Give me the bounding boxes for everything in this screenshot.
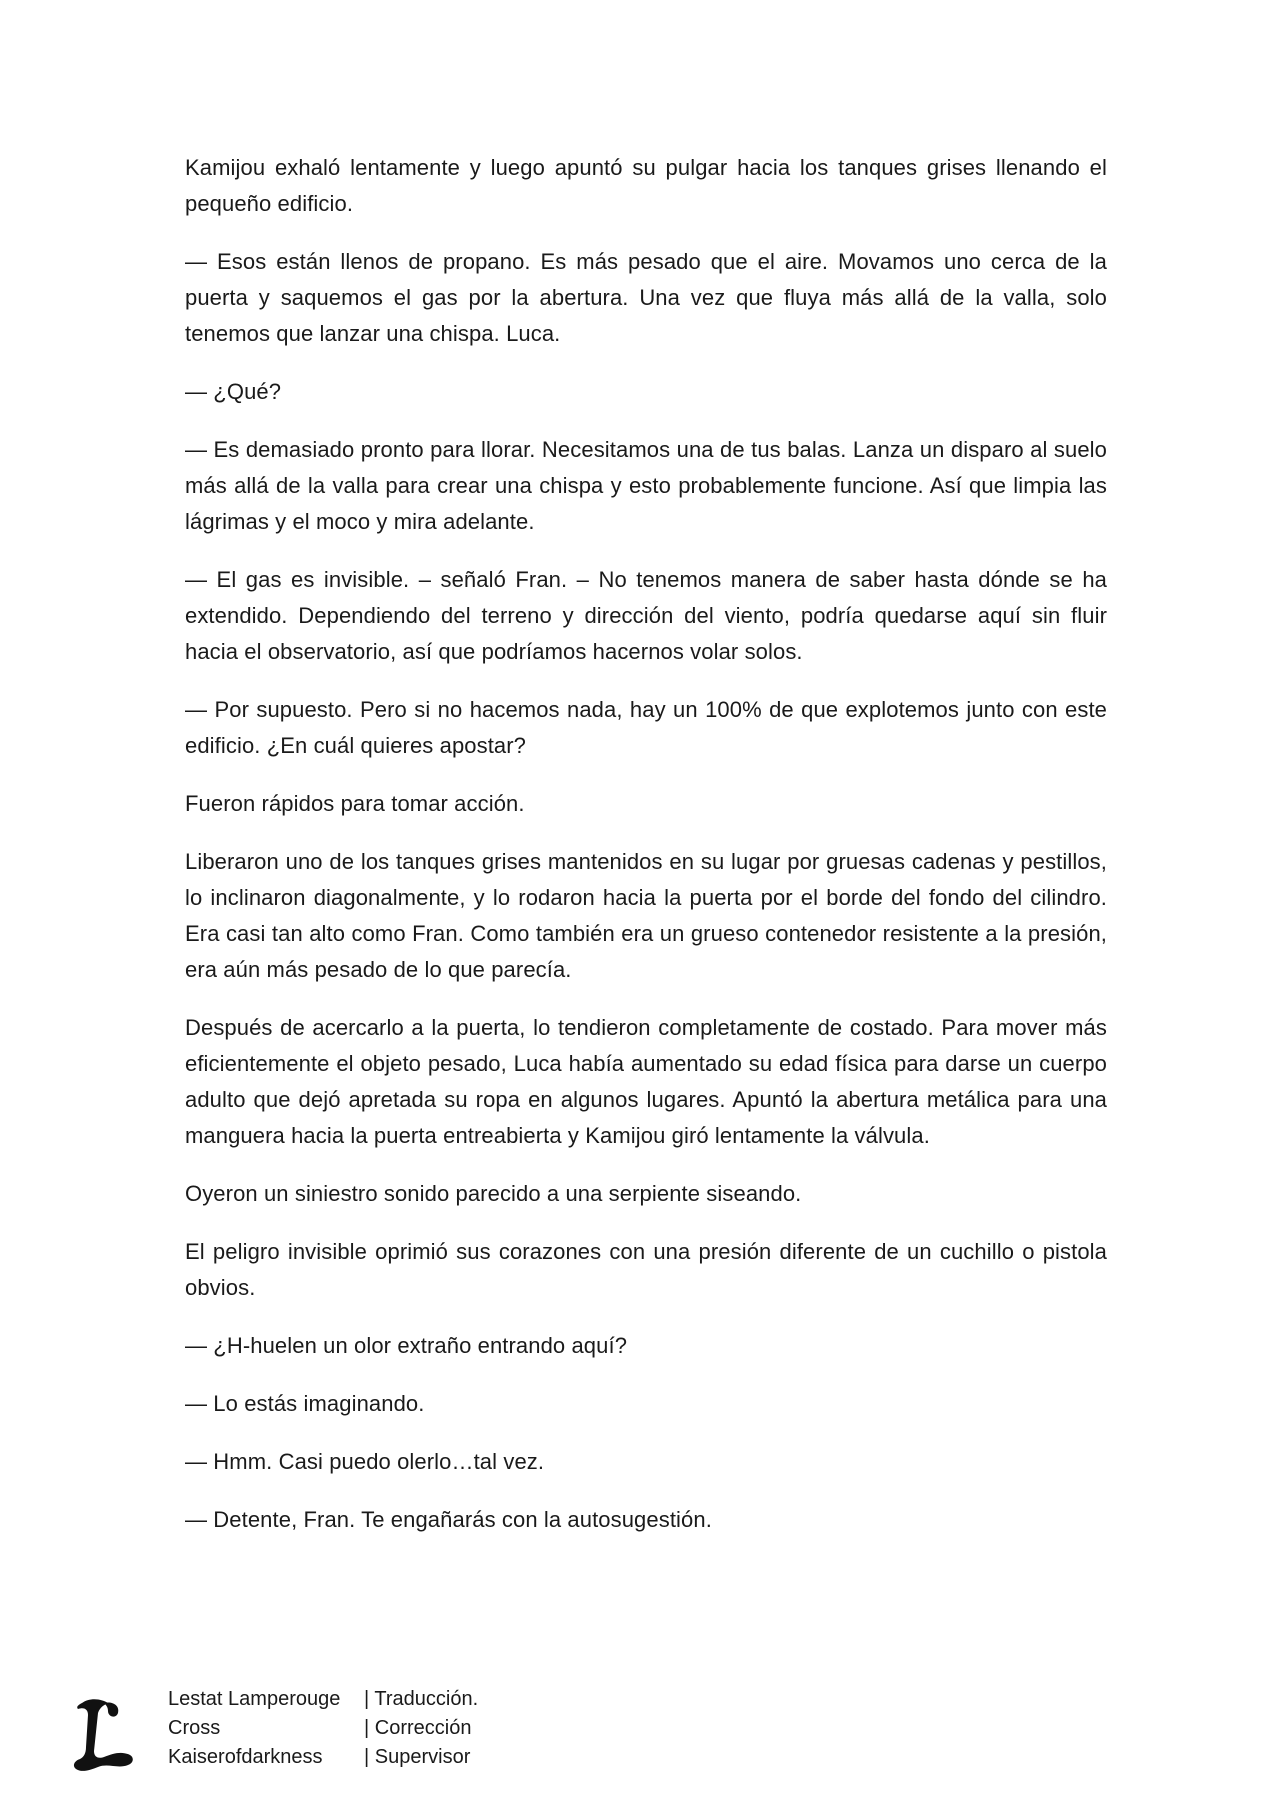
paragraph: El peligro invisible oprimió sus corazones con una presión diferente de un cuchillo o pistola obvios. bbox=[185, 1239, 1107, 1300]
paragraph: — ¿Qué? bbox=[185, 379, 282, 404]
credits-footer bbox=[68, 1685, 668, 1785]
paragraph: — El gas es invisible. – señaló Fran. – No tenemos manera de saber hasta dónde se ha extendido. Dependiendo del terreno y dirección del viento, podría quedarse aquí sin fluir hacia el observatorio, así que podríamos hacernos volar solos. bbox=[185, 567, 1107, 664]
paragraph: — Detente, Fran. Te engañarás con la autosugestión. bbox=[185, 1507, 712, 1532]
credits-list bbox=[168, 1685, 478, 1772]
credit-row-correction bbox=[168, 1714, 478, 1743]
credit-name: Kaiserofdarkness bbox=[168, 1746, 323, 1768]
paragraph: — Hmm. Casi puedo olerlo…tal vez. bbox=[185, 1449, 545, 1474]
credit-role: | Traducción. bbox=[364, 1688, 479, 1710]
credit-name: Lestat Lamperouge bbox=[168, 1688, 341, 1710]
paragraph: Fueron rápidos para tomar acción. bbox=[185, 791, 525, 816]
credit-role: | Supervisor bbox=[364, 1746, 471, 1768]
paragraph: Kamijou exhaló lentamente y luego apuntó su pulgar hacia los tanques grises llenando el pequeño edificio. bbox=[185, 155, 1107, 216]
paragraph: Liberaron uno de los tanques grises mantenidos en su lugar por gruesas cadenas y pestillos, lo inclinaron diagonalmente, y lo rodaron hacia la puerta por el borde del fondo del cilindro. Era casi tan alto como Fran. Como también era un grueso contenedor resistente a la presión, era aún más pesado de lo que parecía. bbox=[185, 849, 1107, 982]
paragraph: — Esos están llenos de propano. Es más pesado que el aire. Movamos uno cerca de la puerta y saquemos el gas por la abertura. Una vez que fluya más allá de la valla, solo tenemos que lanzar una chispa. Luca. bbox=[185, 249, 1107, 346]
credit-row-translation bbox=[168, 1685, 478, 1714]
credit-role: | Corrección bbox=[364, 1717, 472, 1739]
document-body bbox=[185, 150, 1107, 1560]
credit-row-supervisor bbox=[168, 1743, 478, 1772]
paragraph: — ¿H-huelen un olor extraño entrando aquí? bbox=[185, 1333, 628, 1358]
credit-name: Cross bbox=[168, 1717, 221, 1739]
paragraph: — Por supuesto. Pero si no hacemos nada, hay un 100% de que explotemos junto con este edificio. ¿En cuál quieres apostar? bbox=[185, 697, 1107, 758]
paragraph: Oyeron un siniestro sonido parecido a una serpiente siseando. bbox=[185, 1181, 802, 1206]
paragraph: — Es demasiado pronto para llorar. Necesitamos una de tus balas. Lanza un disparo al suelo más allá de la valla para crear una chispa y esto probablemente funcione. Así que limpia las lágrimas y el moco y mira adelante. bbox=[185, 437, 1107, 534]
paragraph: Después de acercarlo a la puerta, lo tendieron completamente de costado. Para mover más eficientemente el objeto pesado, Luca había aumentado su edad física para darse un cuerpo adulto que dejó apretada su ropa en algunos lugares. Apuntó la abertura metálica para una manguera hacia la puerta entreabierta y Kamijou giró lentamente la válvula. bbox=[185, 1015, 1107, 1148]
gothic-l-logo-icon bbox=[68, 1695, 138, 1775]
paragraph: — Lo estás imaginando. bbox=[185, 1391, 425, 1416]
